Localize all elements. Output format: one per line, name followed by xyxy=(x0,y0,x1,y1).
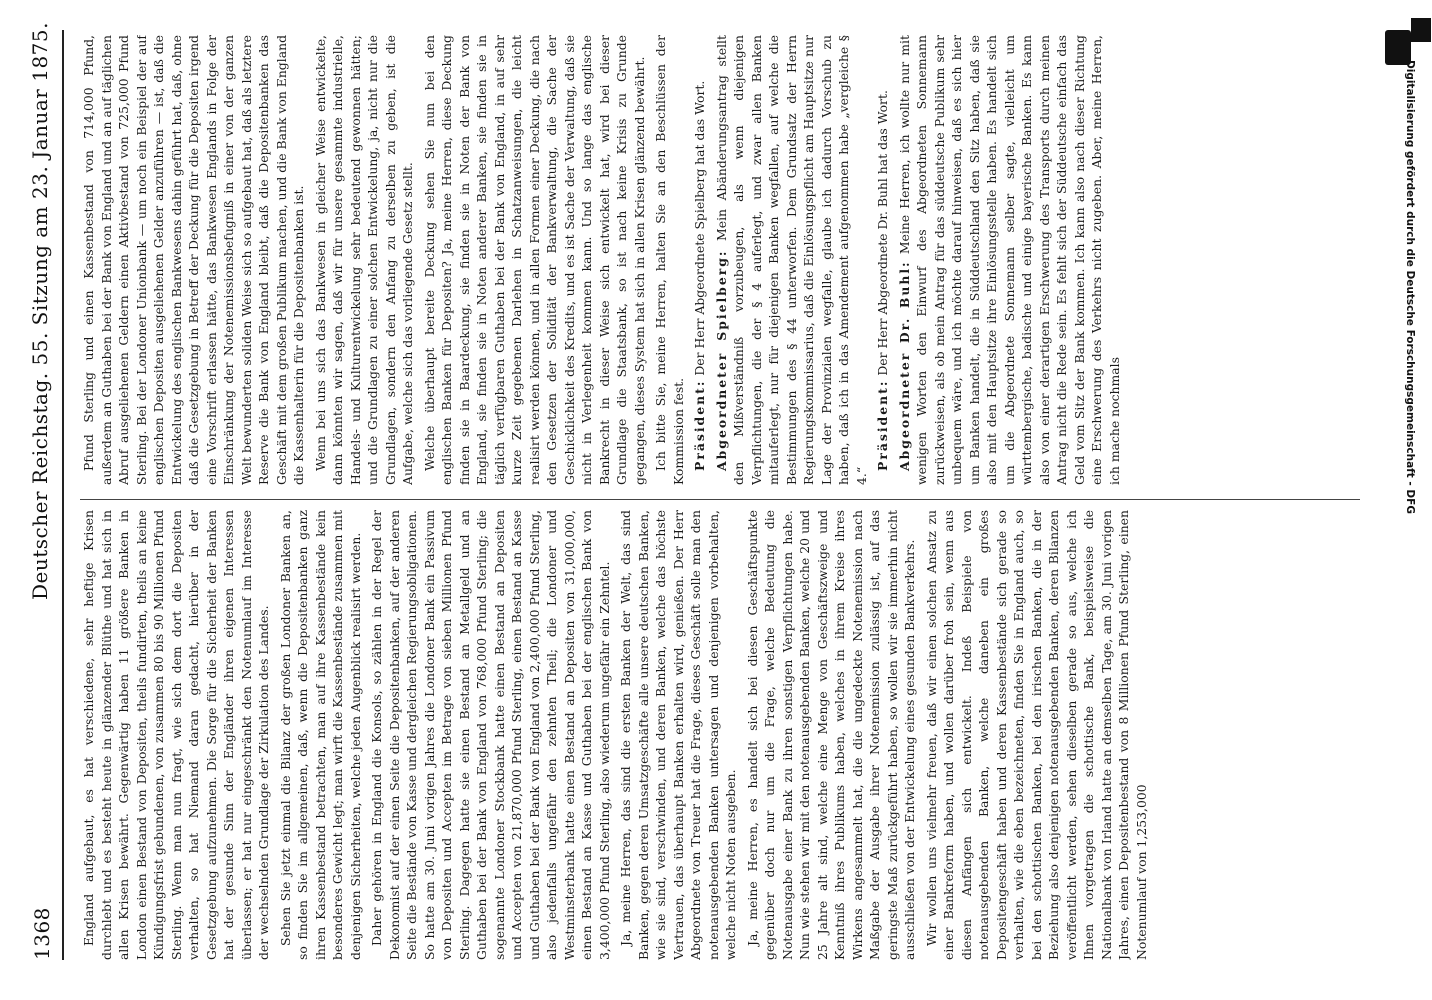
paragraph: Daher gehören in England die Konsols, so zählen in der Regel der Dekonomist auf der einen Seite die Depositenbanken, auf der anderen Seite die Bestände von Kasse und dergleichen Regierungsobligationen. So hatte am 30. Juni vorigen Jahres die Londoner Bank ein Passivum von Depositen und Accepten im Betrage von sieben Millionen Pfund Sterling. Dagegen hatte sie einen Bestand an Metallgeld und an Guthaben bei der Bank von England von 768,000 Pfund Sterling; die sogenannte Londoner Stockbank hatte einen Bestand an Depositen und Accepten von 21,870,000 Pfund Sterling, einen Bestand an Kasse und Guthaben bei der Bank von England von 2,400,000 Pfund Sterling, also jedenfalls ungefähr den zehnten Theil; die Londoner und Westminsterbank hatte einen Bestand an Depositen von 31,000,000, einen Bestand an Kasse und Guthaben bei der englischen Bank von 3,400,000 Pfund Sterling, also wiederum ungefähr ein Zehntel. xyxy=(369,510,612,960)
speaker-label: Präsident: xyxy=(692,379,707,471)
paragraph: Welche überhaupt bereite Deckung sehen Sie nun bei den englischen Banken für Depositen? Ja, meine Herren, diese Deckung finden sie in Baardeckung, sie finden sie in Noten der Bank von England, sie finden sie in Noten anderer Banken, sie finden sie in täglich verfügbaren Guthaben bei der Bank von England, in auf sehr kurze Zeit gegebenen Darlehen in Schatzanweisungen, die leicht realisirt werden können, und in allen Formen einer Deckung, die nach den Gesetzen der Solidität der Bankverwaltung, die Sache der Geschicklichkeit des Kredits, und es ist Sache der Verwaltung, daß sie nicht in Verlegenheit kommen kann. Und so lange das englische Bankrecht in dieser Weise sich entwickelt hat, wird bei dieser Grundlage die Staatsbank, so ist nach keine Krisis zu Grunde gegangen, dieses System hat sich in allen Krisen glänzend bewährt. xyxy=(421,35,647,485)
speaker-label: Abgeordneter Spielberg: xyxy=(713,249,729,471)
paragraph: Sehen Sie jetzt einmal die Bilanz der großen Londoner Banken an, so finden Sie im allgemeinen, daß, wenn die Depositenbanken ganz ihren Kassenbestand betrachten, man auf ihre Kassenbestände kein besonderes Gewicht legt; man wirft die Kassenbestände zusammen mit denjenigen Sicherheiten, welche jeden Augenblick realisirt werden. xyxy=(277,510,363,960)
speech-text: Der Herr Abgeordnete Dr. Buhl hat das Wort. xyxy=(875,90,890,376)
running-title: Deutscher Reichstag. 55. Sitzung am 23. Januar 1875. xyxy=(28,22,52,600)
paragraph: Ja, meine Herren, das sind die ersten Banken der Welt, das sind Banken, gegen deren Umsatzgeschäfte alle unsere deutschen Banken, wie sie sind, verschwinden, und deren Banken, welche das höchste Vertrauen, das überhaupt Banken erhalten wird, genießen. Der Herr Abgeordnete von Treuer hat die Frage, dieses Geschäft solle man den notenausgebenden Banken untersagen und denjenigen vorbehalten, welche nicht Noten ausgeben. xyxy=(618,510,738,960)
page-header xyxy=(20,22,60,960)
header-rule xyxy=(62,30,64,960)
paragraph: Pfund Sterling und einen Kassenbestand von 714,000 Pfund, außerdem an Guthaben bei der Bank von England und an auf täglichen Abruf ausgeliehenen Geldern einen Aktivbestand von 725,000 Pfund Sterling. Bei der Londoner Unionbank — um noch ein Beispiel der auf englischen Depositen ausgeliehenen Gelder anzuführen — ist, daß die Entwickelung des englischen Bankwesens dahin geführt hat, daß, ohne daß die Gesetzgebung in Betreff der Deckung für die Depositen irgend eine Vorschrift erlassen hätte, das Bankwesen Englands in Folge der Einschränkung der Notenemissionsbefugniß in einer von der ganzen Welt bewunderten soliden Weise sich so aufgebaut hat, daß als letztere Reserve die Bank von England bleibt, daß die Depositenbanken das Geschäft mit dem großen Publikum machen, und die Bank von England die Kassenhalterin für die Depositenbanken ist. xyxy=(81,35,306,485)
speech-text: Der Herr Abgeordnete Spielberg hat das Wort. xyxy=(692,80,707,376)
column-divider xyxy=(80,499,1360,500)
paragraph: Wenn bei uns sich das Bankwesen in gleicher Weise entwickelte, dann könnten wir sagen, daß wir für unsere gesammte industrielle, Handels- und Kulturentwickelung sehr bedeutend gewonnen hätten; und die Grundlagen zu einer solchen Entwickelung, ja, nicht nur die Grundlagen, sondern den Anfang zu derselben zu geben, ist die Aufgabe, welche sich das vorliegende Gesetz stellt. xyxy=(312,35,415,485)
speech-spielberg xyxy=(713,35,871,485)
paragraph: England aufgebaut, es hat verschiedene, sehr heftige Krisen durchlebt und es besteht heute in glänzender Blüthe und hat sich in allen Krisen bewährt. Gegenwärtig haben 11 größere Banken in London einen Bestand von Depositen, theils fundirten, theils an keine Kündigungsfrist gebundenen, von zusammen 80 bis 90 Millionen Pfund Sterling. Wenn man nun fragt, wie sich dem dort die Depositen verhalten, so hat Niemand daran gedacht, hierüber in der Gesetzgebung aufzunehmen. Die Sorge für die Sicherheit der Banken hat der gesunde Sinn der Engländer ihren eigenen Interessen überlassen; er hat nur eingeschränkt den Notenumlauf im Interesse der wechselnden Grundlage der Zirkulation des Landes. xyxy=(81,510,271,960)
paragraph: Ja, meine Herren, es handelt sich bei diesen Geschäftspunkte gegenüber doch nur um die Frage, welche Bedeutung die Notenausgabe einer Bank zu ihren sonstigen Verpflichtungen habe. Nun wie stehen wir mit den notenausgebenden Banken, welche 20 und 25 Jahre alt sind, welche eine Menge von Geschäftszweige und Kenntniß ihres Publikums haben, welches in ihrem Kreise ihres Wirkens angesammelt hat, die die ungedeckte Notenemission nach Maßgabe der Ausgabe ihrer Notenemission zulässig ist, auf das geringste Maß zurückgeführt haben, so wollen wir sie immerhin nicht ausschließen von der Entwickelung eines gesunden Bankverkehrs. xyxy=(744,510,917,960)
speech-buhl xyxy=(896,35,1124,485)
speaker-label: Präsident: xyxy=(875,379,890,471)
digitization-note: Digitalisierung gefördert durch die Deutsche Forschungsgemeinschaft - DFG xyxy=(1404,60,1416,514)
page-number: 1368 xyxy=(30,907,54,960)
right-column xyxy=(80,35,1370,485)
paragraph: Wir wollen uns vielmehr freuen, daß wir einen solchen Ansatz zu einer Bankreform haben, und wollen darüber froh sein, wenn aus diesen Anfängen sich entwickelt. Indeß Beispiele von notenausgebenden Banken, welche daneben ein großes Depositengeschäft haben und deren Kassenbestände sich gerade so verhalten, wie die eben bezeichneten, finden Sie in England auch, so bei den schottischen Banken, bei den irischen Banken, die in der Beziehung also denjenigen notenausgebenden Banken, deren Bilanzen veröffentlicht werden, sehen dieselben gerade so aus, welche ich Ihnen vorgetragen die schottische Bank, beispielsweise die Nationalbank von Irland hatte an demselben Tage, am 30. Juni vorigen Jahres, einen Depositenbestand von 8 Millionen Pfund Sterling, einen Notenumlauf von 1,253,000 xyxy=(923,510,1149,960)
dfg-logo-block xyxy=(1411,18,1431,42)
left-column xyxy=(80,510,1370,960)
paragraph: Ich bitte Sie, meine Herren, halten Sie an den Beschlüssen der Kommission fest. xyxy=(653,35,686,485)
speaker-label: Abgeordneter Dr. Buhl: xyxy=(896,260,912,471)
speech-text: Mein Abänderungsantrag stellt den Mißverständniß vorzubeugen, als wenn diejenigen Verpflichtungen, die der § 4 auferlegt, und zwar allen Banken mitauferlegt, nur für diejenigen Banken wegfallen, auf welche die Bestimmungen des § 44 unterworfen. Dem Grundsatz der Herrn Regierungskommissarius, daß die Einlösungspflicht am Hauptsitze nur Lage der Provinzialen wegfalle, glaube ich dadurch Vorschub zu haben, daß ich in das Amendement aufgenommen habe „vergleiche § 4.“ xyxy=(713,35,869,485)
speech-president xyxy=(691,35,709,485)
speech-president xyxy=(874,35,892,485)
speech-text: Meine Herren, ich wollte nur mit wenigen Worten den Einwurf des Abgeordneten Sonnemann zurückweisen, als ob mein Antrag für das süddeutsche Publikum sehr unbequem wäre, und ich möchte darauf hinweisen, daß es sich hier um Banken handelt, die in Süddeutschland den Sitz haben, daß sie also mit den Hauptsitze ihre Einlösungsstelle haben. Es handelt sich um die Abgeordnete Sonnemann selber sagte, vielleicht um württembergische, badische und einige bayerische Banken. Es kann also von einer derartigen Erschwerung des Transports durch meinen Antrag nicht die Rede sein. Es fehlt sich der Süddeutsche einfach das Geld vom Sitz der Bank kommen. Ich kann also nach dieser Richtung eine Erschwerung des Verkehrs nicht zugeben. Aber, meine Herren, ich mache nochmals xyxy=(896,35,1122,485)
